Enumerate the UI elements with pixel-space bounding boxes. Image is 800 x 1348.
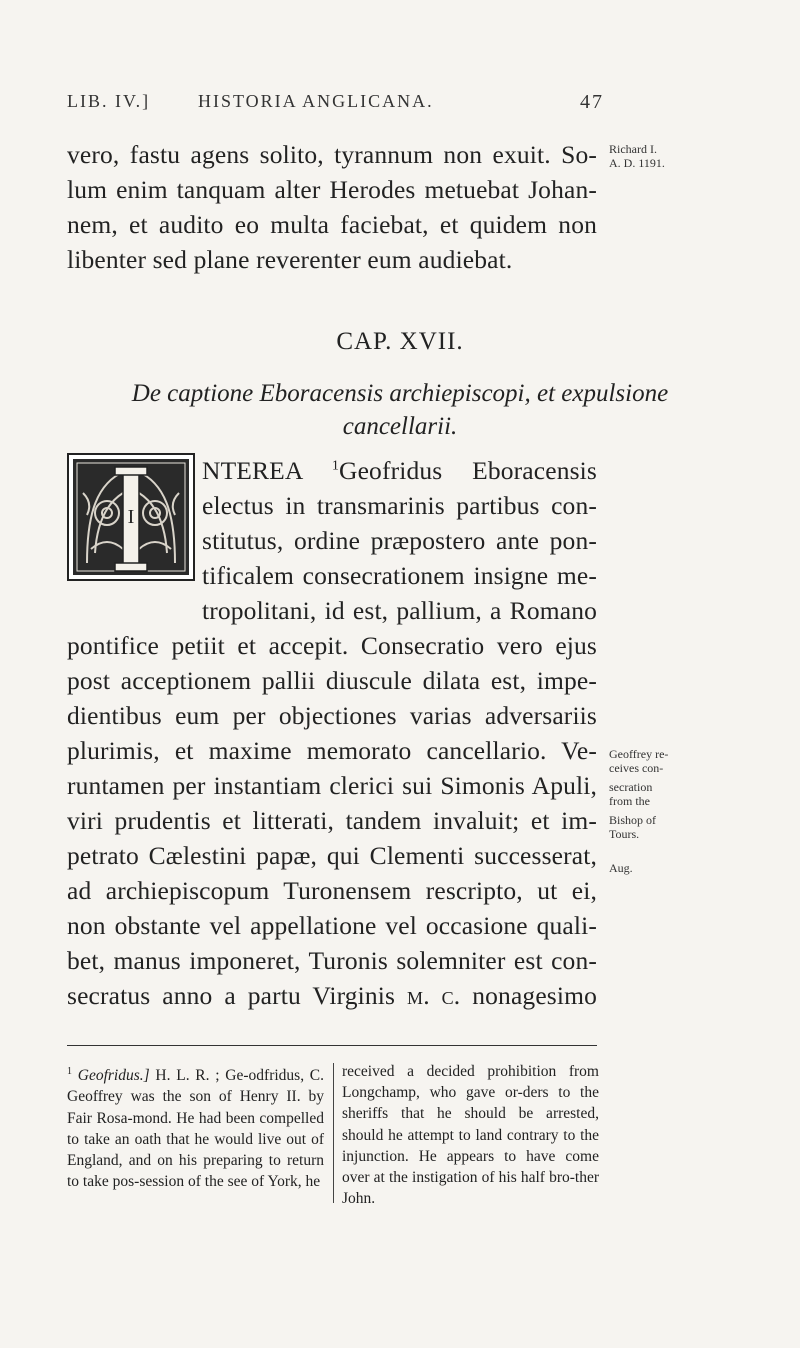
footnote-marker: 1 (67, 1066, 72, 1077)
footnote-text: H. L. R. ; Ge-odfridus, C. Geoffrey was the son of Henry II. by Fair Rosa-mond. He had been compelled to take an oath that he would live out of England, and on his preparing to return to take pos-session of the see of York, he (67, 1067, 325, 1191)
chapter-line: non obstante vel appellatione vel occasione quali- (67, 911, 597, 940)
header-title: HISTORIA ANGLICANA. (198, 91, 434, 111)
chapter-line-text: nonagesimo (472, 981, 597, 1010)
margin-note-date: Aug. (609, 861, 633, 875)
chapter-line: ad archiepiscopum Turonensem rescripto, ut ei, (67, 876, 597, 905)
body-line: nem, et audito eo multa faciebat, et quidem non (67, 210, 597, 239)
ornament-initial-icon (67, 453, 195, 581)
chapter-line: bet, manus imponeret, Turonis solemniter est con- (67, 946, 597, 975)
initial-letter: I (127, 506, 135, 528)
footnote-lemma: Geofridus.] (77, 1067, 150, 1085)
chapter-line: runtamen per instantiam clerici sui Simonis Apuli, (67, 771, 597, 800)
chapter-line: post acceptionem pallii diuscule dilata est, impe- (67, 666, 597, 695)
margin-note-year: A. D. 1191. (609, 156, 665, 170)
footnote-ref: 1 (331, 458, 340, 474)
chapter-subtitle: cancellarii. (342, 413, 458, 440)
chapter-line: electus in transmarinis partibus con- (202, 491, 597, 520)
body-line: lum enim tanquam alter Herodes metuebat Johan- (67, 175, 597, 204)
margin-note: Bishop of (609, 813, 657, 827)
chapter-heading: CAP. XVII. (336, 328, 464, 355)
chapter-line: petrato Cælestini papæ, qui Clementi successerat, (67, 841, 597, 870)
footnote-rule (67, 1045, 597, 1046)
chapter-subtitle: De captione Eboracensis archiepiscopi, et expulsione (131, 380, 669, 407)
margin-note-reign: Richard I. (609, 142, 657, 156)
footnote-right (342, 1061, 599, 1209)
chapter-line: plurimis, et maxime memorato cancellario. Ve- (67, 736, 597, 765)
chapter-line-text: secratus anno a partu Virginis (67, 981, 396, 1010)
chapter-line: tificalem consecrationem insigne me- (202, 561, 597, 590)
page-number: 47 (580, 91, 604, 113)
footnote-column-divider (333, 1063, 334, 1203)
chapter-line-first (202, 456, 597, 486)
chapter-line: viri prudentis et litterati, tandem invaluit; et im- (67, 806, 597, 835)
chapter-line: tropolitani, id est, pallium, a Romano (202, 596, 597, 625)
chapter-line-text: m. c. (407, 981, 461, 1010)
body-line: libenter sed plane reverenter eum audiebat. (67, 245, 513, 274)
header-book: LIB. IV.] (67, 91, 151, 111)
margin-note: ceives con- (609, 761, 664, 775)
margin-note: from the (609, 794, 650, 808)
chapter-line: dientibus eum per objectiones varias adversariis (67, 701, 597, 730)
body-line: vero, fastu agens solito, tyrannum non exuit. So- (67, 140, 597, 169)
margin-note: Geoffrey re- (609, 747, 669, 761)
chapter-line: stitutus, ordine præpostero ante pon- (202, 526, 597, 555)
decorated-initial (67, 453, 195, 581)
chapter-line: pontifice petiit et accepit. Consecratio vero ejus (67, 631, 597, 660)
initial-rest: NTEREA (202, 456, 303, 485)
margin-note: Tours. (609, 827, 640, 841)
chapter-line-last (67, 981, 597, 1011)
chapter-line-text: Geofridus Eboracensis (339, 456, 597, 485)
footnote-text: received a decided prohibition from Longchamp, who gave or-ders to the sheriffs that he should be arrested, should he attempt to land contrary to the injunction. He appears to have come over at the instigation of his half bro-ther John. (342, 1063, 599, 1208)
footnote-left (67, 1061, 324, 1192)
margin-note: secration (609, 780, 653, 794)
